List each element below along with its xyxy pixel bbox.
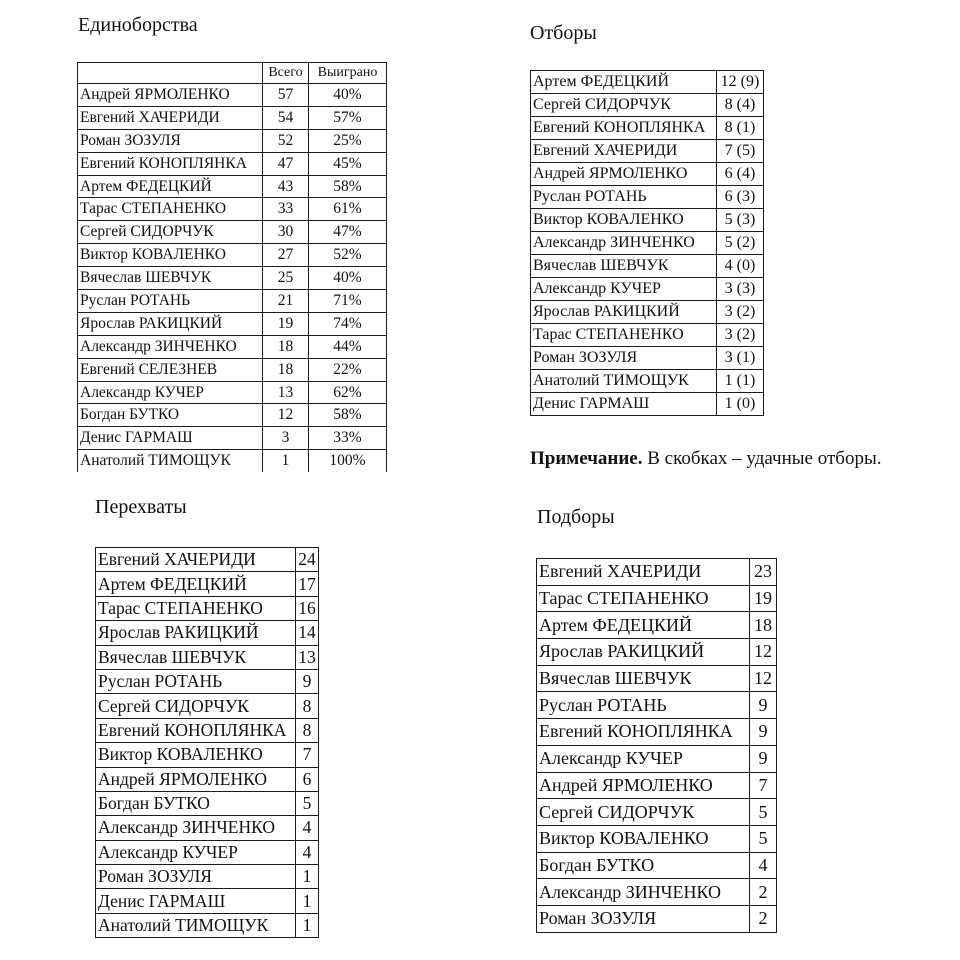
table-row bbox=[537, 665, 777, 692]
value-cell: 18 bbox=[750, 612, 777, 639]
table-row bbox=[531, 347, 764, 370]
recoveries-title: Подборы bbox=[537, 506, 615, 528]
player-name-cell: Денис ГАРМАШ bbox=[78, 427, 263, 450]
player-name-cell: Вячеслав ШЕВЧУК bbox=[78, 267, 263, 290]
interceptions-table bbox=[95, 547, 319, 938]
table-row bbox=[96, 743, 319, 767]
value-cell: 2 bbox=[750, 879, 777, 906]
percent-cell: 71% bbox=[309, 290, 387, 313]
player-name-cell: Евгений КОНОПЛЯНКА bbox=[78, 152, 263, 175]
table-row bbox=[96, 840, 319, 864]
percent-cell: 61% bbox=[309, 198, 387, 221]
table-row bbox=[537, 612, 777, 639]
value-cell: 19 bbox=[263, 312, 309, 335]
value-cell: 3 (3) bbox=[717, 278, 764, 301]
table-row bbox=[537, 559, 777, 586]
value-cell: 43 bbox=[263, 175, 309, 198]
player-name-cell: Евгений ХАЧЕРИДИ bbox=[531, 140, 717, 163]
percent-cell: 57% bbox=[309, 106, 387, 129]
player-name-cell: Богдан БУТКО bbox=[537, 852, 750, 879]
table-row bbox=[78, 290, 387, 313]
player-name-cell: Виктор КОВАЛЕНКО bbox=[531, 209, 717, 232]
value-cell: 7 bbox=[750, 772, 777, 799]
player-name-cell: Тарас СТЕПАНЕНКО bbox=[96, 596, 296, 620]
percent-cell: 47% bbox=[309, 221, 387, 244]
player-name-cell: Вячеслав ШЕВЧУК bbox=[531, 255, 717, 278]
player-name-cell: Вячеслав ШЕВЧУК bbox=[96, 645, 296, 669]
table-row bbox=[537, 905, 777, 932]
table-row bbox=[531, 324, 764, 347]
player-name-cell: Александр КУЧЕР bbox=[96, 840, 296, 864]
value-cell: 1 (0) bbox=[717, 393, 764, 416]
player-name-cell: Роман ЗОЗУЛЯ bbox=[96, 865, 296, 889]
value-cell: 52 bbox=[263, 129, 309, 152]
header-total: Всего bbox=[263, 63, 309, 84]
value-cell: 21 bbox=[263, 290, 309, 313]
value-cell: 8 (1) bbox=[717, 117, 764, 140]
interceptions-title: Перехваты bbox=[95, 496, 187, 518]
table-row bbox=[96, 621, 319, 645]
table-row bbox=[531, 71, 764, 94]
table-row bbox=[531, 209, 764, 232]
value-cell: 4 bbox=[296, 840, 319, 864]
player-name-cell: Андрей ЯРМОЛЕНКО bbox=[78, 84, 263, 107]
player-name-cell: Евгений КОНОПЛЯНКА bbox=[531, 117, 717, 140]
note-text: В скобках – удачные отборы. bbox=[642, 448, 882, 469]
value-cell: 1 bbox=[296, 913, 319, 937]
player-name-cell: Денис ГАРМАШ bbox=[531, 393, 717, 416]
player-name-cell: Богдан БУТКО bbox=[96, 791, 296, 815]
table-row bbox=[78, 152, 387, 175]
duels-title: Единоборства bbox=[78, 14, 198, 36]
tackles-rows bbox=[531, 71, 764, 416]
player-name-cell: Артем ФЕДЕЦКИЙ bbox=[537, 612, 750, 639]
player-name-cell: Тарас СТЕПАНЕНКО bbox=[537, 585, 750, 612]
table-row bbox=[531, 370, 764, 393]
table-row bbox=[537, 639, 777, 666]
table-row bbox=[78, 381, 387, 404]
player-name-cell: Роман ЗОЗУЛЯ bbox=[531, 347, 717, 370]
percent-cell: 62% bbox=[309, 381, 387, 404]
player-name-cell: Виктор КОВАЛЕНКО bbox=[78, 244, 263, 267]
percent-cell: 22% bbox=[309, 358, 387, 381]
percent-cell: 74% bbox=[309, 312, 387, 335]
percent-cell: 40% bbox=[309, 267, 387, 290]
percent-cell: 40% bbox=[309, 84, 387, 107]
player-name-cell: Артем ФЕДЕЦКИЙ bbox=[78, 175, 263, 198]
value-cell: 3 (1) bbox=[717, 347, 764, 370]
table-row bbox=[531, 117, 764, 140]
table-row bbox=[96, 791, 319, 815]
table-row bbox=[537, 772, 777, 799]
table-row bbox=[96, 767, 319, 791]
table-row bbox=[78, 106, 387, 129]
value-cell: 5 bbox=[750, 825, 777, 852]
player-name-cell: Сергей СИДОРЧУК bbox=[78, 221, 263, 244]
value-cell: 4 bbox=[750, 852, 777, 879]
value-cell: 1 bbox=[296, 865, 319, 889]
table-row bbox=[537, 879, 777, 906]
interceptions-rows bbox=[96, 548, 319, 938]
recoveries-rows bbox=[537, 559, 777, 933]
table-row bbox=[96, 718, 319, 742]
value-cell: 5 (2) bbox=[717, 232, 764, 255]
value-cell: 12 bbox=[750, 639, 777, 666]
table-row bbox=[537, 745, 777, 772]
value-cell: 27 bbox=[263, 244, 309, 267]
tackles-title: Отборы bbox=[530, 22, 597, 44]
player-name-cell: Руслан РОТАНЬ bbox=[78, 290, 263, 313]
table-row bbox=[96, 669, 319, 693]
player-name-cell: Александр ЗИНЧЕНКО bbox=[78, 335, 263, 358]
table-row bbox=[531, 255, 764, 278]
table-header-row bbox=[78, 63, 387, 84]
table-row bbox=[531, 140, 764, 163]
player-name-cell: Андрей ЯРМОЛЕНКО bbox=[96, 767, 296, 791]
value-cell: 5 bbox=[750, 799, 777, 826]
percent-cell: 33% bbox=[309, 427, 387, 450]
value-cell: 2 bbox=[750, 905, 777, 932]
value-cell: 1 (1) bbox=[717, 370, 764, 393]
percent-cell: 25% bbox=[309, 129, 387, 152]
value-cell: 6 bbox=[296, 767, 319, 791]
value-cell: 8 bbox=[296, 694, 319, 718]
duels-rows bbox=[78, 84, 387, 473]
table-row bbox=[78, 129, 387, 152]
value-cell: 9 bbox=[750, 719, 777, 746]
table-row bbox=[537, 719, 777, 746]
player-name-cell: Евгений ХАЧЕРИДИ bbox=[537, 559, 750, 586]
table-row bbox=[537, 799, 777, 826]
player-name-cell: Ярослав РАКИЦКИЙ bbox=[531, 301, 717, 324]
note-label: Примечание. bbox=[530, 448, 643, 469]
value-cell: 9 bbox=[296, 669, 319, 693]
table-row bbox=[78, 450, 387, 472]
value-cell: 6 (4) bbox=[717, 163, 764, 186]
percent-cell: 45% bbox=[309, 152, 387, 175]
table-row bbox=[531, 278, 764, 301]
value-cell: 57 bbox=[263, 84, 309, 107]
table-row bbox=[537, 825, 777, 852]
recoveries-table bbox=[536, 558, 777, 933]
percent-cell: 58% bbox=[309, 404, 387, 427]
value-cell: 8 bbox=[296, 718, 319, 742]
header-won: Выиграно bbox=[309, 63, 387, 84]
player-name-cell: Андрей ЯРМОЛЕНКО bbox=[537, 772, 750, 799]
value-cell: 47 bbox=[263, 152, 309, 175]
value-cell: 9 bbox=[750, 692, 777, 719]
player-name-cell: Руслан РОТАНЬ bbox=[96, 669, 296, 693]
value-cell: 33 bbox=[263, 198, 309, 221]
value-cell: 12 (9) bbox=[717, 71, 764, 94]
value-cell: 3 bbox=[263, 427, 309, 450]
value-cell: 1 bbox=[296, 889, 319, 913]
table-row bbox=[96, 572, 319, 596]
percent-cell: 100% bbox=[309, 450, 387, 472]
value-cell: 13 bbox=[263, 381, 309, 404]
table-row bbox=[531, 301, 764, 324]
player-name-cell: Руслан РОТАНЬ bbox=[531, 186, 717, 209]
table-row bbox=[96, 889, 319, 913]
value-cell: 4 (0) bbox=[717, 255, 764, 278]
value-cell: 1 bbox=[263, 450, 309, 472]
table-row bbox=[531, 94, 764, 117]
player-name-cell: Евгений СЕЛЕЗНЕВ bbox=[78, 358, 263, 381]
table-row bbox=[537, 852, 777, 879]
value-cell: 9 bbox=[750, 745, 777, 772]
player-name-cell: Александр ЗИНЧЕНКО bbox=[96, 816, 296, 840]
player-name-cell: Александр ЗИНЧЕНКО bbox=[531, 232, 717, 255]
player-name-cell: Вячеслав ШЕВЧУК bbox=[537, 665, 750, 692]
player-name-cell: Евгений ХАЧЕРИДИ bbox=[96, 548, 296, 572]
player-name-cell: Сергей СИДОРЧУК bbox=[96, 694, 296, 718]
table-row bbox=[96, 913, 319, 937]
table-row bbox=[78, 312, 387, 335]
value-cell: 19 bbox=[750, 585, 777, 612]
table-row bbox=[78, 84, 387, 107]
value-cell: 12 bbox=[263, 404, 309, 427]
player-name-cell: Тарас СТЕПАНЕНКО bbox=[78, 198, 263, 221]
table-row bbox=[78, 427, 387, 450]
value-cell: 30 bbox=[263, 221, 309, 244]
player-name-cell: Андрей ЯРМОЛЕНКО bbox=[531, 163, 717, 186]
player-name-cell: Артем ФЕДЕЦКИЙ bbox=[531, 71, 717, 94]
percent-cell: 52% bbox=[309, 244, 387, 267]
table-row bbox=[96, 865, 319, 889]
table-row bbox=[531, 232, 764, 255]
value-cell: 23 bbox=[750, 559, 777, 586]
table-row bbox=[78, 335, 387, 358]
table-row bbox=[531, 163, 764, 186]
table-row bbox=[78, 267, 387, 290]
table-row bbox=[96, 645, 319, 669]
table-row bbox=[96, 548, 319, 572]
percent-cell: 44% bbox=[309, 335, 387, 358]
value-cell: 4 bbox=[296, 816, 319, 840]
player-name-cell: Анатолий ТИМОЩУК bbox=[96, 913, 296, 937]
duels-table bbox=[77, 62, 387, 472]
value-cell: 18 bbox=[263, 358, 309, 381]
player-name-cell: Евгений КОНОПЛЯНКА bbox=[537, 719, 750, 746]
value-cell: 16 bbox=[296, 596, 319, 620]
value-cell: 6 (3) bbox=[717, 186, 764, 209]
table-row bbox=[531, 393, 764, 416]
table-row bbox=[96, 596, 319, 620]
player-name-cell: Ярослав РАКИЦКИЙ bbox=[96, 621, 296, 645]
player-name-cell: Виктор КОВАЛЕНКО bbox=[96, 743, 296, 767]
player-name-cell: Сергей СИДОРЧУК bbox=[537, 799, 750, 826]
player-name-cell: Ярослав РАКИЦКИЙ bbox=[537, 639, 750, 666]
player-name-cell: Руслан РОТАНЬ bbox=[537, 692, 750, 719]
value-cell: 25 bbox=[263, 267, 309, 290]
table-row bbox=[537, 692, 777, 719]
value-cell: 8 (4) bbox=[717, 94, 764, 117]
value-cell: 7 bbox=[296, 743, 319, 767]
table-row bbox=[78, 244, 387, 267]
table-row bbox=[78, 175, 387, 198]
player-name-cell: Виктор КОВАЛЕНКО bbox=[537, 825, 750, 852]
percent-cell: 58% bbox=[309, 175, 387, 198]
value-cell: 14 bbox=[296, 621, 319, 645]
value-cell: 24 bbox=[296, 548, 319, 572]
value-cell: 17 bbox=[296, 572, 319, 596]
table-row bbox=[537, 585, 777, 612]
value-cell: 3 (2) bbox=[717, 301, 764, 324]
player-name-cell: Александр КУЧЕР bbox=[537, 745, 750, 772]
value-cell: 12 bbox=[750, 665, 777, 692]
tackles-note bbox=[530, 448, 881, 470]
value-cell: 13 bbox=[296, 645, 319, 669]
tackles-table bbox=[530, 70, 764, 416]
player-name-cell: Денис ГАРМАШ bbox=[96, 889, 296, 913]
value-cell: 3 (2) bbox=[717, 324, 764, 347]
player-name-cell: Евгений КОНОПЛЯНКА bbox=[96, 718, 296, 742]
table-row bbox=[78, 358, 387, 381]
player-name-cell: Евгений ХАЧЕРИДИ bbox=[78, 106, 263, 129]
value-cell: 18 bbox=[263, 335, 309, 358]
value-cell: 7 (5) bbox=[717, 140, 764, 163]
player-name-cell: Роман ЗОЗУЛЯ bbox=[78, 129, 263, 152]
value-cell: 5 (3) bbox=[717, 209, 764, 232]
value-cell: 54 bbox=[263, 106, 309, 129]
player-name-cell: Ярослав РАКИЦКИЙ bbox=[78, 312, 263, 335]
player-name-cell: Александр ЗИНЧЕНКО bbox=[537, 879, 750, 906]
player-name-cell: Анатолий ТИМОЩУК bbox=[531, 370, 717, 393]
value-cell: 5 bbox=[296, 791, 319, 815]
table-row bbox=[96, 816, 319, 840]
table-row bbox=[96, 694, 319, 718]
table-row bbox=[78, 198, 387, 221]
player-name-cell: Тарас СТЕПАНЕНКО bbox=[531, 324, 717, 347]
player-name-cell: Артем ФЕДЕЦКИЙ bbox=[96, 572, 296, 596]
table-row bbox=[531, 186, 764, 209]
header-name bbox=[78, 63, 263, 84]
table-row bbox=[78, 404, 387, 427]
player-name-cell: Сергей СИДОРЧУК bbox=[531, 94, 717, 117]
player-name-cell: Александр КУЧЕР bbox=[531, 278, 717, 301]
player-name-cell: Богдан БУТКО bbox=[78, 404, 263, 427]
table-row bbox=[78, 221, 387, 244]
player-name-cell: Анатолий ТИМОЩУК bbox=[78, 450, 263, 472]
player-name-cell: Александр КУЧЕР bbox=[78, 381, 263, 404]
player-name-cell: Роман ЗОЗУЛЯ bbox=[537, 905, 750, 932]
